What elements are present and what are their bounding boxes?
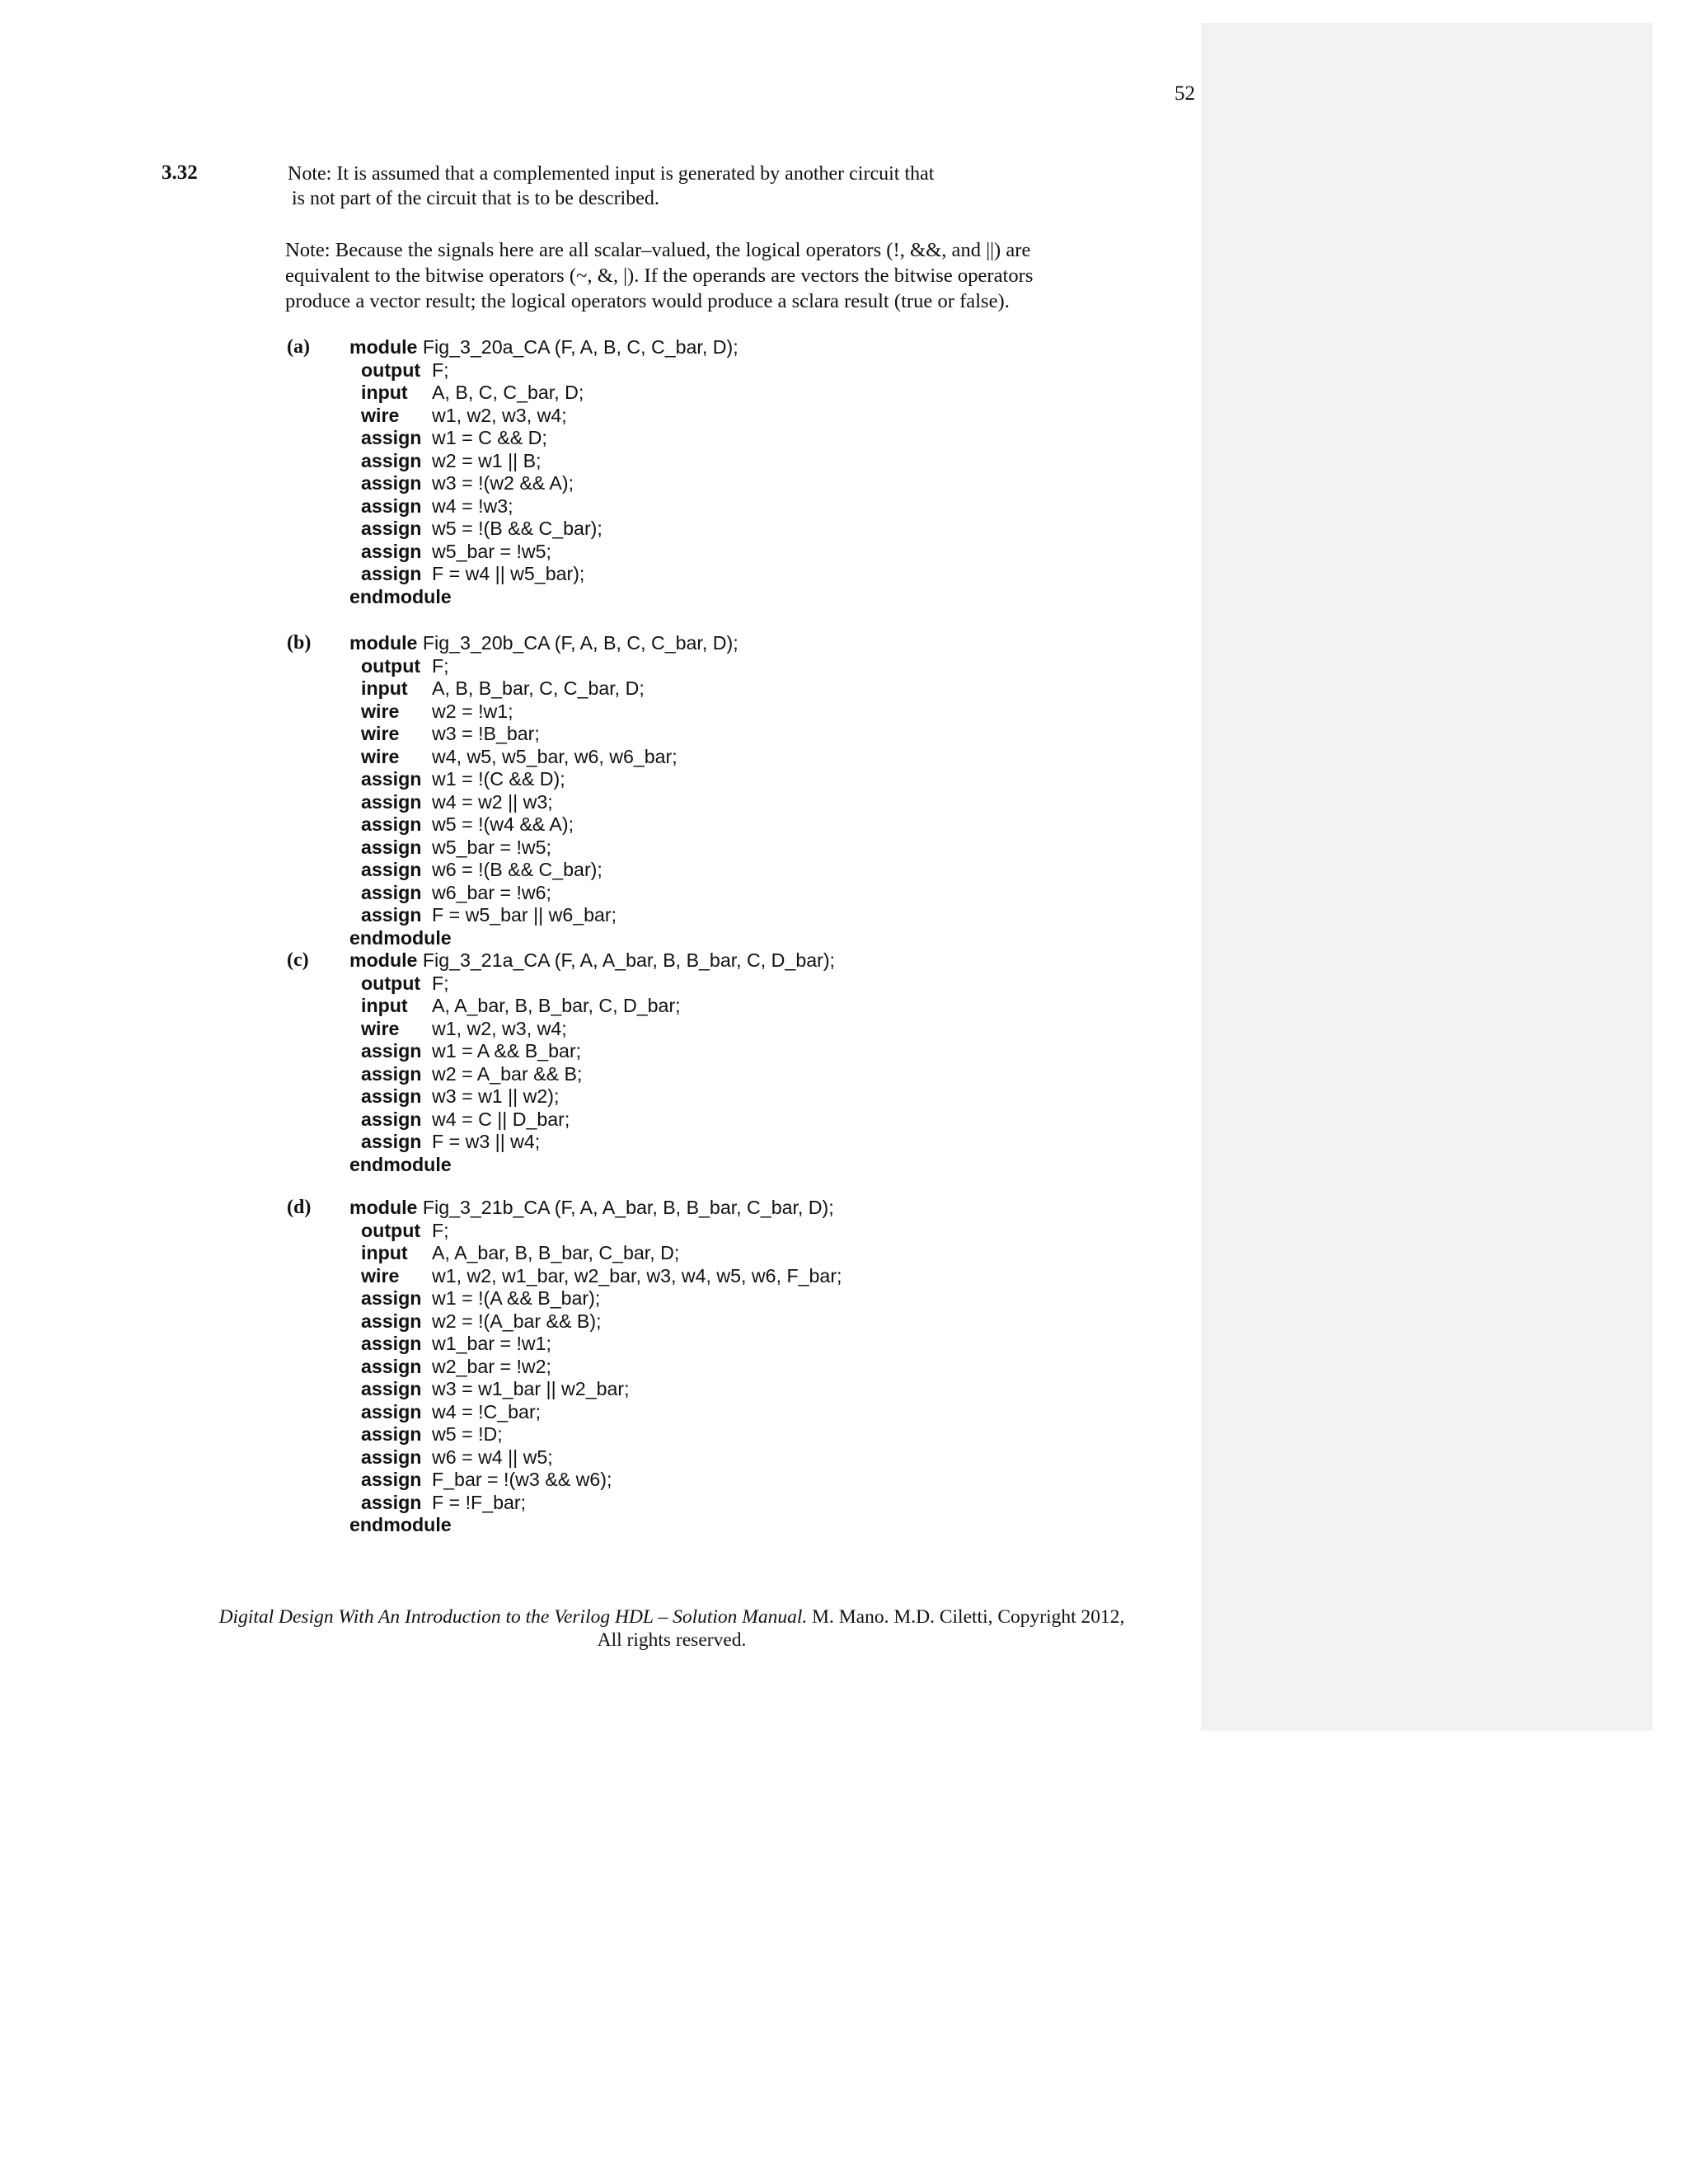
module-keyword: module — [349, 949, 418, 971]
keyword: output — [361, 654, 421, 677]
keyword: assign — [361, 427, 422, 448]
code-line — [349, 1108, 835, 1132]
footer-rights: All rights reserved. — [597, 1629, 747, 1651]
keyword: assign — [361, 859, 422, 880]
footer-line — [124, 1605, 1220, 1629]
problem-number: 3.32 — [162, 162, 198, 184]
keyword: assign — [361, 790, 422, 813]
code-line — [349, 791, 738, 814]
code-text: w5_bar = !w5; — [432, 836, 552, 858]
keyword: assign — [361, 540, 422, 562]
code-text: w1, w2, w3, w4; — [432, 404, 567, 426]
code-text: F_bar = !(w3 && w6); — [432, 1469, 612, 1490]
page-number: 52 — [1175, 82, 1195, 105]
keyword: assign — [361, 1423, 422, 1445]
keyword: assign — [361, 1287, 422, 1309]
note-assumption-line: Note: It is assumed that a complemented input is generated by another circuit that — [288, 163, 935, 185]
footer-copyright — [124, 1605, 1220, 1652]
module-header — [349, 1197, 842, 1220]
code-block-b — [349, 632, 738, 949]
code-line — [349, 1310, 842, 1333]
note-operators-line: produce a vector result; the logical operators would produce a sclara result (true or false). — [285, 290, 1010, 312]
endmodule-keyword: endmodule — [349, 926, 452, 949]
code-text: w4 = !C_bar; — [432, 1400, 542, 1422]
code-text: w3 = w1_bar || w2_bar; — [432, 1378, 630, 1399]
code-text: w2_bar = !w2; — [432, 1355, 552, 1377]
code-line — [349, 518, 738, 541]
module-header — [349, 949, 835, 972]
code-line — [349, 927, 738, 950]
code-line — [349, 472, 738, 495]
code-line — [349, 1085, 835, 1108]
keyword: wire — [361, 700, 400, 722]
endmodule-keyword: endmodule — [349, 585, 452, 607]
code-text: w5 = !(w4 && A); — [432, 813, 574, 835]
code-line — [349, 1378, 842, 1401]
keyword: assign — [361, 518, 422, 539]
keyword: input — [361, 382, 408, 403]
code-line — [349, 1333, 842, 1356]
keyword: wire — [361, 745, 400, 767]
module-keyword: module — [349, 632, 418, 654]
keyword: assign — [361, 836, 422, 858]
keyword: assign — [361, 1469, 422, 1490]
code-line — [349, 859, 738, 882]
note-operators-line: Note: Because the signals here are all scalar–valued, the logical operators (!, &&, and ||) are — [285, 239, 1031, 261]
keyword: input — [361, 995, 408, 1016]
code-text: w2 = A_bar && B; — [432, 1062, 583, 1085]
keyword: assign — [361, 1491, 422, 1513]
code-text: w1 = !(A && B_bar); — [432, 1287, 601, 1309]
code-text: w5 = !(B && C_bar); — [432, 518, 603, 539]
module-signature: Fig_3_20a_CA (F, A, B, C, C_bar, D); — [417, 336, 738, 358]
code-line — [349, 972, 835, 996]
keyword: output — [361, 972, 421, 994]
code-line — [349, 1220, 842, 1243]
code-line — [349, 427, 738, 450]
code-text: w6 = !(B && C_bar); — [432, 859, 603, 880]
code-line — [349, 1018, 835, 1041]
code-text: F = w3 || w4; — [432, 1131, 541, 1152]
code-line — [349, 1040, 835, 1063]
keyword: assign — [361, 1400, 422, 1422]
code-line — [349, 359, 738, 382]
code-text: A, B, B_bar, C, C_bar, D; — [432, 677, 645, 699]
code-block-a — [349, 336, 738, 608]
code-text: w4 = !w3; — [432, 494, 513, 517]
keyword: assign — [361, 881, 422, 903]
code-line — [349, 677, 738, 701]
keyword: output — [361, 359, 421, 381]
keyword: assign — [361, 1378, 422, 1399]
module-signature: Fig_3_21a_CA (F, A, A_bar, B, B_bar, C, D_bar); — [417, 949, 835, 971]
footer-book-title: Digital Design With An Introduction to the Verilog HDL – Solution Manual. — [218, 1606, 808, 1628]
code-text: w4 = C || D_bar; — [432, 1108, 570, 1130]
code-line — [349, 1242, 842, 1265]
keyword: wire — [361, 1017, 400, 1039]
code-line — [349, 904, 738, 927]
code-text: A, B, C, C_bar, D; — [432, 382, 584, 403]
code-line — [349, 1154, 835, 1177]
part-label-a: (a) — [287, 336, 310, 358]
keyword: wire — [361, 404, 400, 426]
code-text: w4 = w2 || w3; — [432, 790, 553, 813]
code-line — [349, 837, 738, 860]
module-signature: Fig_3_20b_CA (F, A, B, C, C_bar, D); — [417, 632, 738, 654]
code-line — [349, 1356, 842, 1379]
module-keyword: module — [349, 1197, 418, 1218]
code-text: w5 = !D; — [432, 1423, 503, 1445]
keyword: output — [361, 1219, 421, 1241]
part-label-d: (d) — [287, 1197, 312, 1218]
code-text: w1 = C && D; — [432, 427, 547, 448]
keyword: assign — [361, 1333, 422, 1354]
code-line — [349, 1514, 842, 1537]
module-signature: Fig_3_21b_CA (F, A, A_bar, B, B_bar, C_bar, D); — [417, 1197, 834, 1218]
module-header — [349, 336, 738, 359]
endmodule-keyword: endmodule — [349, 1153, 452, 1175]
code-line — [349, 1423, 842, 1446]
code-line — [349, 701, 738, 724]
code-line — [349, 1131, 835, 1154]
keyword: wire — [361, 1264, 400, 1286]
code-text: w3 = !B_bar; — [432, 723, 540, 744]
note-operators-line: equivalent to the bitwise operators (~, &, |). If the operands are vectors the bitwise operators — [285, 265, 1034, 287]
code-line — [349, 723, 738, 746]
note-assumption — [288, 162, 1029, 211]
code-line — [349, 768, 738, 791]
code-text: w1, w2, w3, w4; — [432, 1017, 567, 1039]
code-text: A, A_bar, B, B_bar, C_bar, D; — [432, 1242, 680, 1263]
code-line — [349, 586, 738, 609]
code-text: F = w4 || w5_bar); — [432, 563, 585, 584]
code-text: w4, w5, w5_bar, w6, w6_bar; — [432, 745, 678, 767]
code-line — [349, 995, 835, 1018]
keyword: assign — [361, 1446, 422, 1468]
code-line — [349, 405, 738, 428]
code-text: F; — [432, 654, 449, 677]
code-text: F = w5_bar || w6_bar; — [432, 904, 617, 926]
code-text: F; — [432, 359, 449, 381]
keyword: assign — [361, 1108, 422, 1130]
keyword: wire — [361, 723, 400, 744]
keyword: assign — [361, 1062, 422, 1085]
note-assumption-line: is not part of the circuit that is to be described. — [292, 188, 659, 209]
keyword: assign — [361, 813, 422, 835]
code-text: F; — [432, 1219, 449, 1241]
keyword: assign — [361, 449, 422, 471]
code-line — [349, 1401, 842, 1424]
side-panel — [1201, 23, 1653, 1731]
code-text: w5_bar = !w5; — [432, 540, 552, 562]
note-operators — [285, 237, 1208, 314]
code-text: w1_bar = !w1; — [432, 1333, 552, 1354]
keyword: assign — [361, 494, 422, 517]
keyword: assign — [361, 1310, 422, 1332]
code-line — [349, 541, 738, 564]
keyword: assign — [361, 1085, 422, 1107]
code-block-d — [349, 1197, 842, 1537]
code-text: w2 = !(A_bar && B); — [432, 1310, 602, 1332]
keyword: assign — [361, 563, 422, 584]
code-line — [349, 1287, 842, 1310]
code-line — [349, 813, 738, 837]
code-text: w6_bar = !w6; — [432, 881, 552, 903]
code-text: w3 = w1 || w2); — [432, 1085, 560, 1107]
code-line — [349, 655, 738, 678]
keyword: assign — [361, 768, 422, 790]
code-line — [349, 1063, 835, 1086]
code-text: w3 = !(w2 && A); — [432, 472, 574, 494]
keyword: input — [361, 677, 408, 699]
code-text: w2 = !w1; — [432, 700, 513, 722]
code-line — [349, 1446, 842, 1469]
endmodule-keyword: endmodule — [349, 1514, 452, 1535]
code-line — [349, 563, 738, 586]
code-line — [349, 495, 738, 518]
keyword: assign — [361, 1355, 422, 1377]
module-header — [349, 632, 738, 655]
code-text: F = !F_bar; — [432, 1491, 527, 1513]
module-keyword: module — [349, 336, 418, 358]
keyword: assign — [361, 1040, 422, 1062]
keyword: assign — [361, 1131, 422, 1152]
keyword: assign — [361, 904, 422, 926]
code-text: w1 = !(C && D); — [432, 768, 565, 790]
footer-authors: M. Mano. M.D. Ciletti, Copyright 2012, — [807, 1606, 1125, 1628]
keyword: assign — [361, 472, 422, 494]
code-line — [349, 450, 738, 473]
code-text: w1 = A && B_bar; — [432, 1040, 582, 1062]
code-line — [349, 746, 738, 769]
code-line — [349, 1469, 842, 1492]
code-text: A, A_bar, B, B_bar, C, D_bar; — [432, 995, 681, 1016]
code-text: w1, w2, w1_bar, w2_bar, w3, w4, w5, w6, F_bar; — [432, 1264, 842, 1286]
code-line — [349, 382, 738, 405]
code-text: w6 = w4 || w5; — [432, 1446, 553, 1468]
part-label-c: (c) — [287, 949, 309, 971]
keyword: input — [361, 1242, 408, 1263]
code-line — [349, 1265, 842, 1288]
code-block-c — [349, 949, 835, 1176]
code-text: F; — [432, 972, 449, 994]
code-text: w2 = w1 || B; — [432, 449, 542, 471]
code-line — [349, 1492, 842, 1515]
part-label-b: (b) — [287, 632, 312, 654]
code-line — [349, 882, 738, 905]
